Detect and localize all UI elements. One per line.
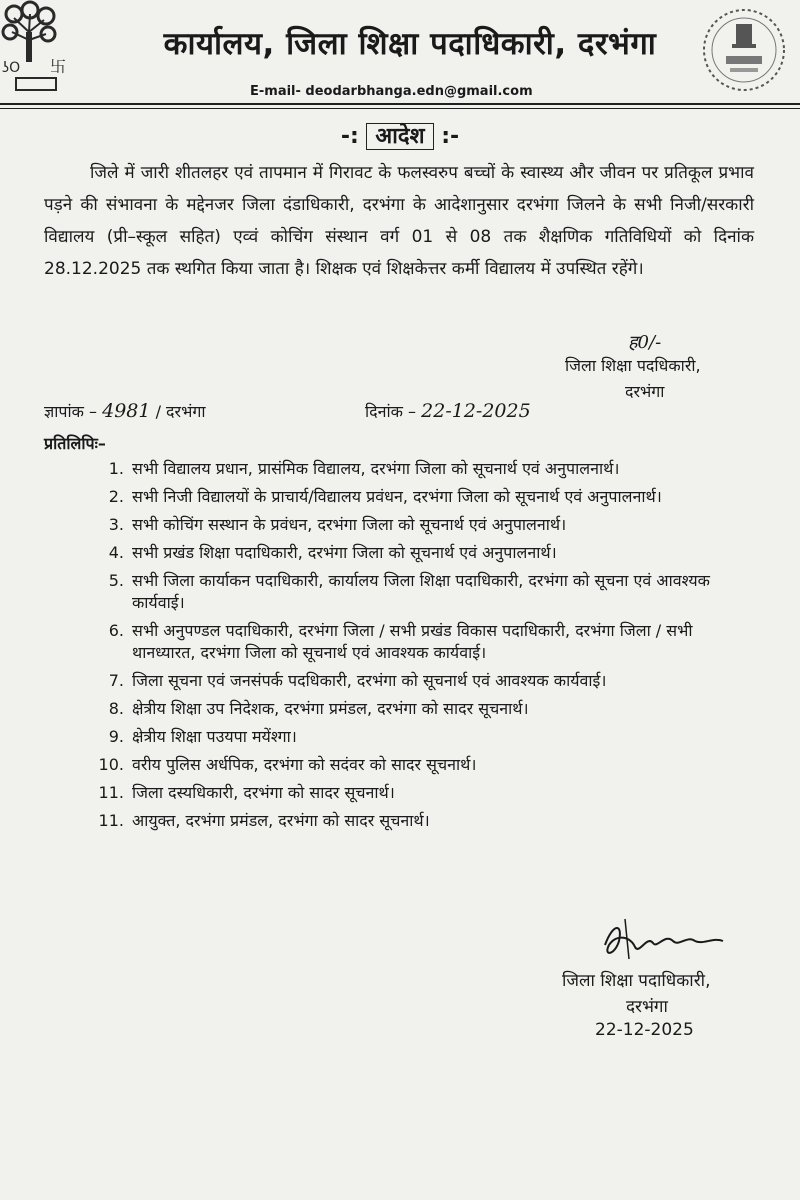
list-item	[88, 570, 758, 614]
list-item-number: 11.	[98, 783, 124, 802]
memo-date-line	[365, 400, 531, 422]
list-item-text: जिला सूचना एवं जनसंपर्क पदधिकारी, दरभंगा को सूचनार्थ एवं आवश्यक कार्यवाई।	[132, 671, 607, 690]
memo-number-line	[44, 400, 205, 422]
list-item-text: सभी अनुपण्डल पदाधिकारी, दरभंगा जिला / सभी प्रखंड विकास पदाधिकारी, दरभंगा जिला / सभी थानध्यारत, दरभंगा जिला को सूचनार्थ एवं आवश्यक कार्यवाई।	[132, 621, 693, 662]
list-item-text: सभी विद्यालय प्रधान, प्रासंमिक विद्यालय, दरभंगा जिला को सूचनार्थ एवं अनुपालनार्थ।	[132, 459, 620, 478]
list-item	[88, 542, 758, 564]
signatory-bottom-designation: जिला शिक्षा पदाधिकारी,	[562, 971, 711, 991]
left-emblem-logo	[0, 0, 72, 92]
list-item	[88, 458, 758, 480]
order-heading-main: आदेश	[366, 123, 433, 150]
order-heading-right: :-	[441, 124, 460, 149]
list-item	[88, 810, 758, 832]
list-item	[88, 782, 758, 804]
list-item-text: सभी प्रखंड शिक्षा पदाधिकारी, दरभंगा जिला को सूचनार्थ एवं अनुपालनार्थ।	[132, 543, 557, 562]
order-body-text: जिले में जारी शीतलहर एवं तापमान में गिरावट के फलस्वरुप बच्चों के स्वास्थ्य और जीवन पर प्रतिकूल प्रभाव पड़ने की संभावना के मद्देनजर जिला दंडाधिकारी, दरभंगा के आदेशानुसार दरभंगा जिलने के सभी निजी/सरकारी विद्यालय (प्री–स्कूल सहित) एव्वं कोचिंग संस्थान वर्ग 01 से 08 तक शैक्षणिक गतिविधियों को दिनांक 28.12.2025 तक स्थगित किया जाता है। शिक्षक एवं शिक्षकेत्तर कर्मी विद्यालय में उपस्थित रहेंगे।	[44, 163, 754, 279]
list-item-number: 8.	[108, 699, 124, 718]
list-item-text: सभी कोचिंग सस्थान के प्रवंधन, दरभंगा जिला को सूचनार्थ एवं अनुपालनार्थ।	[132, 515, 567, 534]
memo-number: 4981	[102, 400, 151, 422]
list-item-number: 3.	[108, 515, 124, 534]
order-heading-left: -:	[340, 124, 359, 149]
list-item-number: 2.	[108, 487, 124, 506]
list-item-number: 10.	[98, 755, 124, 774]
header-divider-bottom	[0, 108, 800, 109]
signatory-bottom	[562, 968, 782, 1020]
list-item-text: जिला दस्यधिकारी, दरभंगा को सादर सूचनार्थ।	[132, 783, 395, 802]
signatory-top-place: दरभंगा	[625, 382, 665, 401]
signatory-bottom-place: दरभंगा	[626, 997, 668, 1017]
svg-text:ʖO: ʖO	[2, 60, 21, 76]
list-item	[88, 670, 758, 692]
list-item	[88, 620, 758, 664]
signatory-bottom-date: 22-12-2025	[595, 1020, 694, 1040]
svg-text:卐: 卐	[50, 57, 67, 76]
list-item-text: आयुक्त, दरभंगा प्रमंडल, दरभंगा को सादर सूचनार्थ।	[132, 811, 430, 830]
copies-label: प्रतिलिपिः–	[44, 434, 106, 453]
order-heading	[0, 120, 800, 150]
list-item	[88, 754, 758, 776]
list-item-number: 9.	[108, 727, 124, 746]
list-item-text: वरीय पुलिस अर्धपिक, दरभंगा को सदंवर को सादर सूचनार्थ।	[132, 755, 477, 774]
list-item-number: 1.	[108, 459, 124, 478]
header-divider-top	[0, 103, 800, 105]
signatory-top-designation: जिला शिक्षा पदधिकारी,	[565, 356, 701, 375]
list-item	[88, 726, 758, 748]
office-header-title: कार्यालय, जिला शिक्षा पदाधिकारी, दरभंगा	[163, 26, 657, 62]
list-item-number: 4.	[108, 543, 124, 562]
list-item-text: सभी निजी विद्यालयों के प्राचार्य/विद्यालय प्रवंधन, दरभंगा जिला को सूचनार्थ एवं अनुपालनार्थ।	[132, 487, 662, 506]
list-item-text: सभी जिला कार्याकन पदाधिकारी, कार्यालय जिला शिक्षा पदाधिकारी, दरभंगा को सूचना एवं आवश्यक कार्यवाई।	[132, 571, 710, 612]
list-item-text: क्षेत्रीय शिक्षा पउयपा मयेंश्गा।	[132, 727, 297, 746]
memo-date-label: दिनांक –	[365, 402, 417, 421]
memo-date: 22-12-2025	[421, 400, 531, 422]
memo-label: ज्ञापांक –	[44, 402, 98, 421]
handwritten-signature-icon	[595, 915, 735, 965]
list-item	[88, 486, 758, 508]
signatory-top	[565, 333, 765, 405]
signed-mark: ह0/-	[628, 332, 662, 353]
list-item	[88, 514, 758, 536]
list-item-number: 7.	[108, 671, 124, 690]
memo-suffix: / दरभंगा	[155, 402, 206, 421]
list-item-number: 5.	[108, 571, 124, 590]
list-item	[88, 698, 758, 720]
office-email: E-mail- deodarbhanga.edn@gmail.com	[250, 84, 533, 99]
list-item-number: 6.	[108, 621, 124, 640]
list-item-text: क्षेत्रीय शिक्षा उप निदेशक, दरभंगा प्रमंडल, दरभंगा को सादर सूचनार्थ।	[132, 699, 529, 718]
copies-list	[88, 458, 758, 838]
office-stamp-icon	[700, 6, 790, 94]
list-item-number: 11.	[98, 811, 124, 830]
